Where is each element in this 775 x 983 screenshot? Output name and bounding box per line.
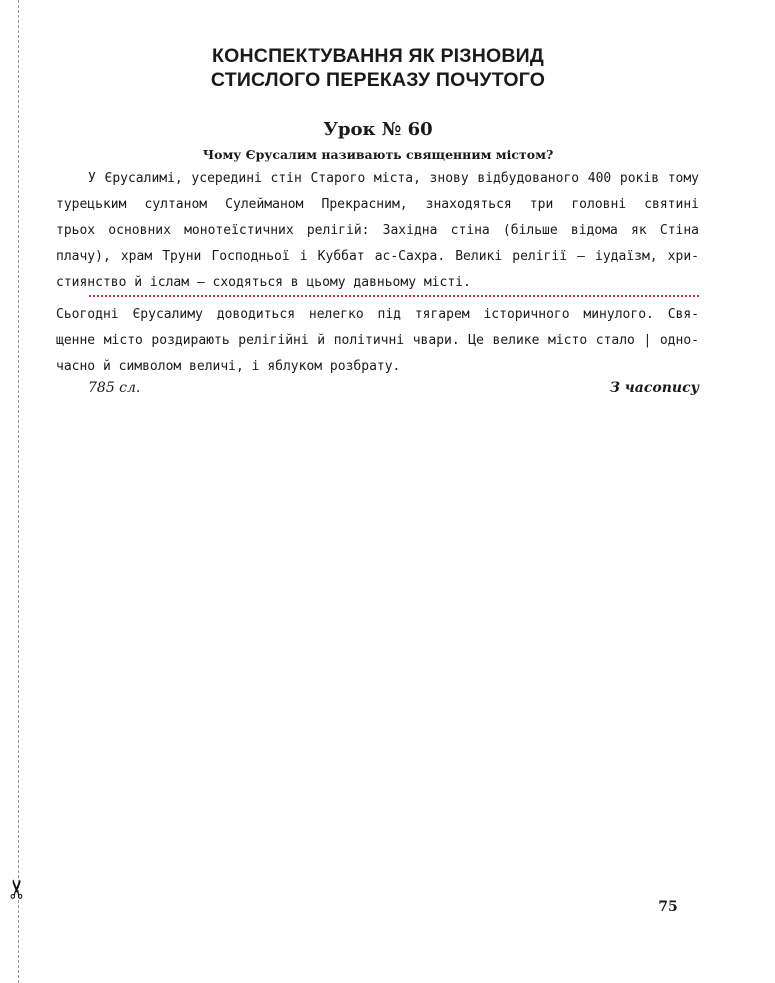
word-count: 785 сл. (88, 380, 141, 396)
paragraph-1-line: У Єрусалимі, усередині стін Старого міста, знову відбудованого 400 років тому (88, 171, 699, 186)
paragraph-2-line: щенне місто роздирають релігійні й політичні чвари. Це велике місто стало | одно- (56, 333, 699, 348)
title-line-2: СТИСЛОГО ПЕРЕКАЗУ ПОЧУТОГО (210, 69, 546, 91)
paragraph-1-line: стиянство й іслам — сходяться в цьому давньому місті. (56, 275, 471, 290)
page-number: 75 (658, 899, 678, 915)
paragraph-1-line: плачу), храм Труни Господньої і Куббат ас-Сахра. Великі релігії — іудаїзм, хри- (56, 249, 699, 264)
paragraph-2 (56, 302, 699, 380)
red-dotted-divider (89, 295, 699, 297)
paragraph-1 (56, 166, 699, 296)
paragraph-1-line: турецьким султаном Сулейманом Прекрасним, знаходяться три головні святині (56, 197, 699, 212)
cut-line (18, 0, 19, 983)
paragraph-2-line: Сьогодні Єрусалиму доводиться нелегко під тягарем історичного минулого. Свя- (56, 307, 699, 322)
paragraph-2-line: часно й символом величі, і яблуком розбрату. (56, 359, 401, 374)
text-source: З часопису (609, 380, 699, 396)
paragraph-1-line: трьох основних монотеїстичних релігій: Західна стіна (більше відома як Стіна (56, 223, 699, 238)
scissors-icon: ✂ (2, 878, 33, 900)
page-title (100, 44, 656, 92)
lesson-number: Урок № 60 (323, 119, 433, 140)
title-line-1: КОНСПЕКТУВАННЯ ЯК РІЗНОВИД (212, 45, 544, 67)
text-subheading: Чому Єрусалим називають священним містом? (202, 147, 554, 162)
